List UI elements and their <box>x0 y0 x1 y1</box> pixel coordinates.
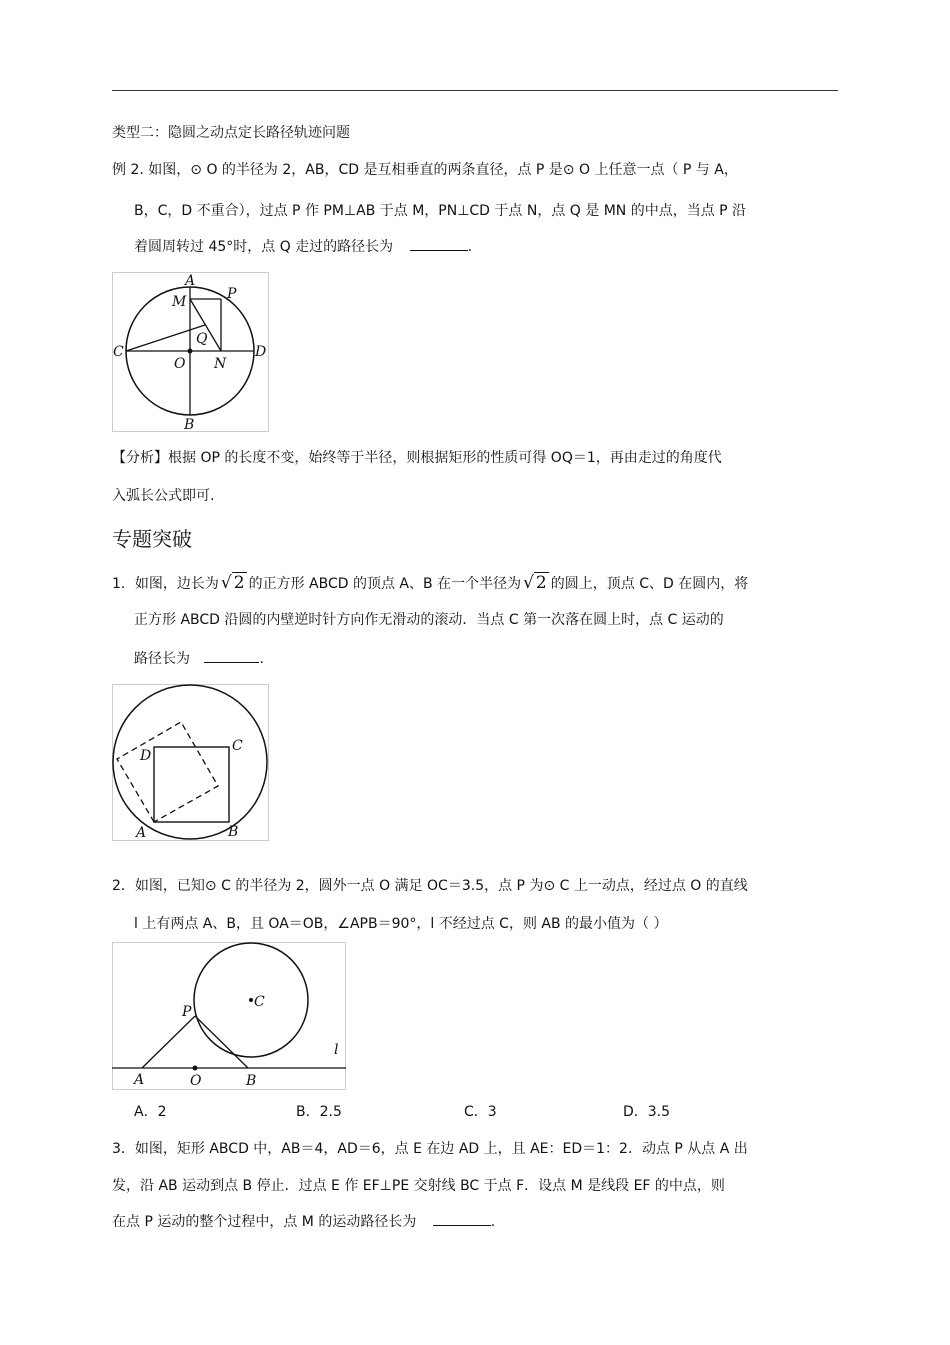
label-d: D <box>255 344 267 360</box>
sqrt-radicand-1: 2 <box>233 573 245 593</box>
q1-part1: 1．如图，边长为 <box>112 576 219 592</box>
label-a: A <box>185 273 196 289</box>
q3-line3-end: . <box>490 1214 496 1230</box>
label-p: P <box>227 286 237 302</box>
label-b: B <box>184 417 195 432</box>
analysis-line1: 【分析】根据 OP 的长度不变，始终等于半径，则根据矩形的性质可得 OQ＝1，再由走过的角度代 <box>112 450 722 466</box>
label-c: C <box>113 344 124 360</box>
q1-line3-end: . <box>259 651 264 667</box>
example2-line3-text: 着圆周转过 45°时，点 Q 走过的路径长为 <box>134 239 394 255</box>
header-rule <box>112 90 838 91</box>
rotated-square-dashed <box>117 722 218 822</box>
answer-blank[interactable] <box>433 1213 491 1226</box>
label-a: A <box>136 825 147 841</box>
q2-option-d[interactable]: D．3.5 <box>623 1104 671 1120</box>
answer-blank[interactable] <box>410 238 468 251</box>
q3-line2: 发，沿 AB 运动到点 B 停止．过点 E 作 EF⊥PE 交射线 BC 于点 F．设点 M 是线段 EF 的中点，则 <box>112 1178 725 1194</box>
q1-line3-text: 路径长为 <box>134 651 190 667</box>
q3-line3 <box>112 1213 495 1231</box>
example2-line2: B，C，D 不重合），过点 P 作 PM⊥AB 于点 M，PN⊥CD 于点 N，点 Q 是 MN 的中点，当点 P 沿 <box>134 203 747 219</box>
label-o: O <box>190 1073 202 1089</box>
q2-line1: 2．如图，已知⊙ C 的半径为 2，圆外一点 O 满足 OC＝3.5，点 P 为⊙ C 上一动点，经过点 O 的直线 <box>112 878 748 894</box>
q1-line3 <box>134 650 264 668</box>
label-m: M <box>172 294 187 310</box>
segment-pa <box>142 1016 195 1068</box>
segment-pb <box>195 1016 248 1068</box>
point-o <box>193 1066 198 1071</box>
q3-line3-text: 在点 P 运动的整个过程中，点 M 的运动路径长为 <box>112 1214 417 1230</box>
label-o: O <box>174 356 186 372</box>
q1-line2: 正方形 ABCD 沿圆的内壁逆时针方向作无滑动的滚动．当点 C 第一次落在圆上时，点 C 运动的 <box>134 612 724 628</box>
q1-part3: 的圆上，顶点 C、D 在圆内，将 <box>550 576 749 592</box>
label-q: Q <box>196 331 208 347</box>
q3-line1: 3．如图，矩形 ABCD 中，AB＝4，AD＝6，点 E 在边 AD 上，且 AE：ED＝1：2．动点 P 从点 A 出 <box>112 1141 748 1157</box>
section-title: 类型二：隐圆之动点定长路径轨迹问题 <box>112 125 350 141</box>
sqrt-symbol-2: √ 2 <box>523 573 547 593</box>
segment-cq <box>126 325 205 351</box>
big-circle <box>113 685 267 839</box>
breakthrough-title: 专题突破 <box>112 527 192 551</box>
label-b: B <box>246 1073 257 1089</box>
point-o <box>188 349 193 354</box>
q1-part2: 的正方形 ABCD 的顶点 A、B 在一个半径为 <box>248 576 522 592</box>
label-b: B <box>228 824 239 840</box>
q2-option-a[interactable]: A．2 <box>134 1104 167 1120</box>
example2-line3-end: . <box>467 239 473 255</box>
q2-figure <box>112 942 346 1090</box>
q2-line2: l 上有两点 A、B，且 OA＝OB，∠APB＝90°，l 不经过点 C，则 AB 的最小值为（ ） <box>134 916 668 932</box>
sqrt-radicand-2: 2 <box>535 573 547 593</box>
example2-figure <box>112 272 269 432</box>
q1-line1 <box>112 574 748 593</box>
label-a: A <box>134 1072 145 1088</box>
sqrt-symbol-1: √ 2 <box>220 573 245 593</box>
point-c <box>249 998 253 1002</box>
label-n: N <box>214 356 227 372</box>
answer-blank[interactable] <box>204 650 259 663</box>
label-p: P <box>182 1004 192 1020</box>
label-c: C <box>254 994 265 1010</box>
q1-figure <box>112 684 269 841</box>
label-c: C <box>232 738 243 754</box>
q2-option-c[interactable]: C．3 <box>464 1104 497 1120</box>
square-abcd <box>154 747 229 822</box>
label-l: l <box>334 1042 339 1058</box>
q2-option-b[interactable]: B．2.5 <box>296 1104 342 1120</box>
example2-line1: 例 2. 如图，⊙ O 的半径为 2，AB，CD 是互相垂直的两条直径，点 P 是⊙ O 上任意一点（ P 与 A， <box>112 162 738 178</box>
example2-line3 <box>134 238 472 256</box>
analysis-line2: 入弧长公式即可. <box>112 488 215 504</box>
label-d: D <box>140 748 152 764</box>
